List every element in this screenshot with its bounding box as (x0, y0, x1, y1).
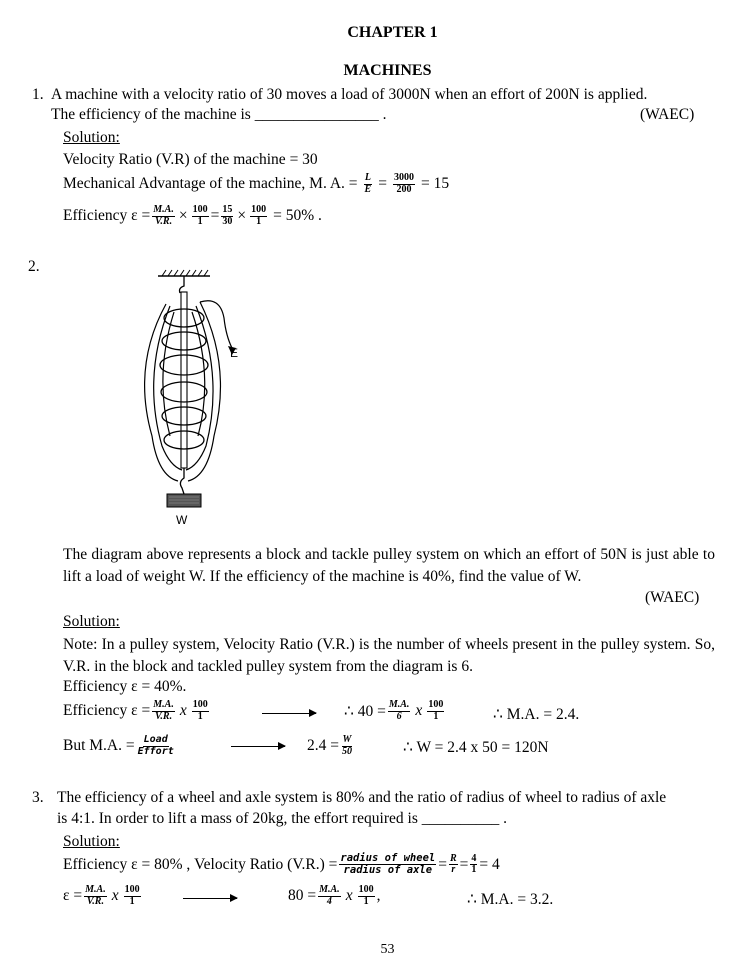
q1-eff-result: = 50% . (273, 207, 322, 224)
q2-ma-result: ∴ M.A. = 2.4. (493, 706, 580, 723)
q2-x-2: x (415, 702, 423, 719)
q1-ma-frac-le: $\frac{L}{E}$ (364, 172, 372, 195)
q1-ma-prefix: Mechanical Advantage of the machine, M. A. = (63, 175, 358, 192)
pulley-diagram (128, 266, 238, 526)
q3-frac-radius: $\frac{\text{radius of wheel}}{\text{radius of axle}}$ (340, 852, 436, 877)
q2-number: 2. (28, 258, 40, 275)
q1-eq-1: = (210, 207, 220, 224)
q3-frac-ma-vr: $\frac{M.A.}{V.R.}$ (85, 884, 106, 907)
q1-vr-line: Velocity Ratio (V.R) of the machine = 30 (63, 151, 318, 168)
q1-times-2: × (237, 207, 247, 224)
q1-eff-frac-15-30: $\frac{15}{30}$ (222, 204, 233, 227)
diagram-effort-label: E (230, 346, 239, 360)
q3-eq-2: = (459, 855, 469, 873)
q2-frac-ma-vr: $\frac{M.A.}{V.R.}$ (153, 699, 174, 722)
diagram-weight-block (167, 494, 201, 507)
q1-text-line1: A machine with a velocity ratio of 30 moves a load of 3000N when an effort of 200N is applied. (51, 86, 648, 103)
q3-text-line2: is 4:1. In order to lift a mass of 20kg, the effort required is __________ . (57, 810, 507, 827)
q1-ma-result: = 15 (420, 175, 450, 192)
chapter-heading: CHAPTER 1 (347, 24, 438, 41)
q3-number: 3. (32, 789, 44, 806)
q3-x-1: x (111, 887, 119, 904)
q2-frac-100-1: $\frac{100}{1}$ (192, 699, 208, 722)
q3-frac-R-r: $\frac{R}{r}$ (449, 852, 457, 876)
q3-arrow (183, 898, 237, 899)
q3-ma-result: ∴ M.A. = 3.2. (467, 891, 554, 908)
chapter-title: MACHINES (343, 62, 432, 79)
q1-ma-eq: = (378, 175, 387, 192)
diagram-weight-label: W (176, 513, 188, 527)
diagram-axle (181, 292, 187, 468)
q2-frac-w-50: $\frac{W}{50}$ (342, 734, 352, 757)
q1-text-line2: The efficiency of the machine is ________________ . (51, 106, 387, 123)
q2-but-ma (63, 735, 177, 757)
q1-eff-frac-ma-vr: $\frac{M.A.}{V.R.}$ (153, 204, 174, 227)
q1-number: 1. (32, 86, 44, 103)
q2-therefore-40-label: ∴ 40 = (344, 702, 386, 720)
q2-arrow-2 (231, 746, 285, 747)
diagram-ceiling-hatch (162, 270, 208, 276)
q3-comma: , (376, 887, 381, 904)
q2-solution-label: Solution: (63, 613, 120, 630)
q2-x-1: x (179, 702, 187, 719)
q2-w-result: ∴ W = 2.4 x 50 = 120N (403, 739, 549, 756)
q2-question-text: The diagram above represents a block and tackle pulley system on which an effort of 50N is just able to lift a load of weight W. If the efficiency of the machine is 40%, find the value of W. (63, 546, 715, 585)
q3-eighty-formula (288, 885, 380, 907)
q1-ma-line (63, 173, 449, 195)
q2-frac-ma-6: $\frac{M.A.}{6}$ (388, 699, 410, 722)
q3-frac-100-1: $\frac{100}{1}$ (124, 884, 140, 907)
q3-solution-label: Solution: (63, 833, 120, 850)
q2-frac-load-effort: $\frac{\text{Load}}{\text{Effort}}$ (137, 734, 174, 757)
q1-eff-line (63, 205, 322, 227)
diagram-effort-rope (200, 301, 232, 348)
q1-eff-frac-100-1: $\frac{100}{1}$ (192, 204, 208, 227)
q2-note: Note: In a pulley system, Velocity Ratio (V.R.) is the number of wheels present in the pulley system. So, V.R. in the block and tackled pulley system from the diagram is 6. (63, 636, 715, 675)
q2-but-ma-label: But M.A. = (63, 737, 135, 754)
q2-eq-24 (307, 735, 355, 757)
q2-frac-100-1b: $\frac{100}{1}$ (428, 699, 444, 722)
q3-eps-formula (63, 885, 143, 907)
q2-eq-24-label: 2.4 = (307, 737, 339, 754)
q2-eff-prefix: Efficiency ε = (63, 702, 151, 719)
q3-eps-eq: ε = (63, 887, 83, 904)
q2-eff-formula (63, 700, 211, 722)
q3-eighty-eq: 80 = (288, 887, 317, 904)
q3-frac-100-1b: $\frac{100}{1}$ (358, 884, 374, 907)
q3-vr-result: = 4 (479, 855, 500, 873)
q3-frac-4-1: $\frac{4}{1}$ (471, 852, 477, 876)
q1-source: (WAEC) (640, 106, 695, 123)
q1-eff-prefix: Efficiency ε = (63, 207, 151, 224)
q1-times-1: × (178, 207, 188, 224)
q3-eq-1: = (438, 855, 447, 873)
q2-source: (WAEC) (645, 589, 700, 606)
q3-x-2: x (345, 887, 353, 904)
diagram-top-hook (180, 276, 185, 293)
diagram-bottom-hook (180, 468, 184, 494)
q3-eff-vr-prefix: Efficiency ε = 80% , Velocity Ratio (V.R.) = (63, 855, 338, 873)
page-number: 53 (380, 942, 395, 957)
q3-eff-vr-line (63, 853, 500, 876)
q2-arrow-1 (262, 713, 316, 714)
q1-eff-frac-100-1b: $\frac{100}{1}$ (251, 204, 267, 227)
q2-eff-given: Efficiency ε = 40%. (63, 678, 187, 695)
q1-solution-label: Solution: (63, 129, 120, 146)
q1-ma-frac-3000-200: $\frac{3000}{200}$ (393, 172, 414, 195)
q3-text-line1: The efficiency of a wheel and axle system is 80% and the ratio of radius of wheel to radius of axle (57, 789, 667, 806)
q2-therefore-40 (344, 700, 446, 722)
q3-frac-ma-4: $\frac{M.A.}{4}$ (319, 884, 340, 907)
